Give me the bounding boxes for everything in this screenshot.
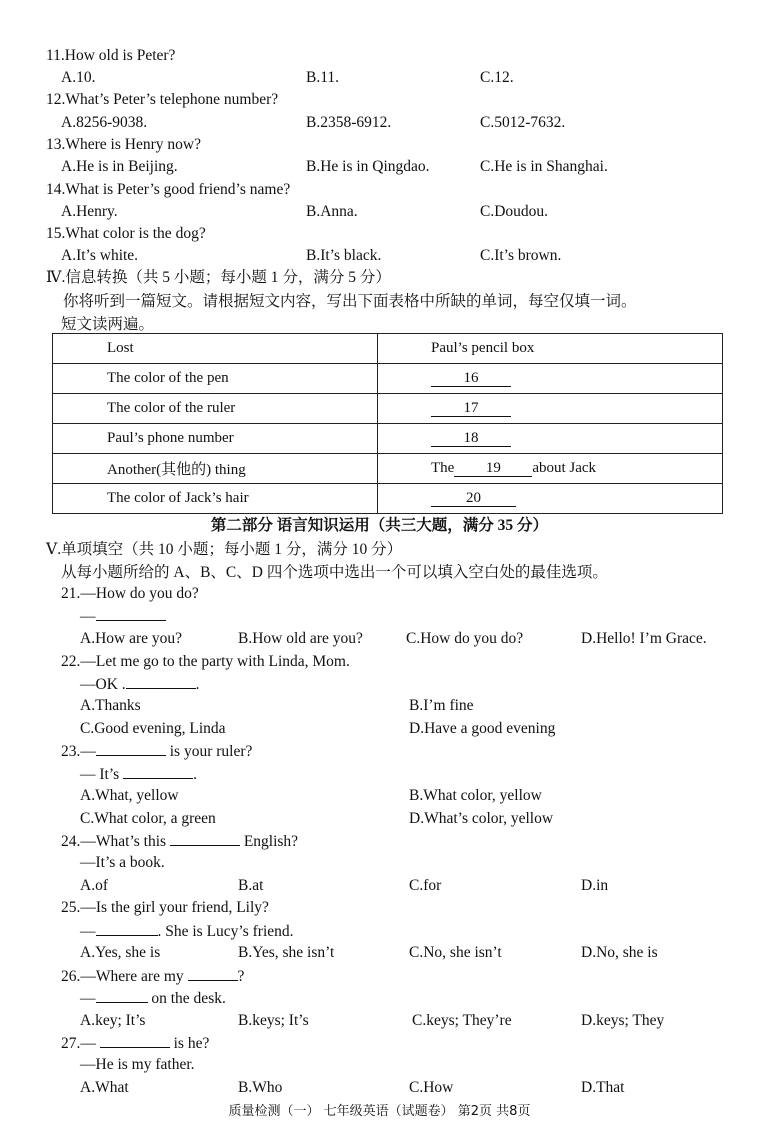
section-4-instruction: 你将听到一篇短文。请根据短文内容，写出下面表格中所缺的单词，每空仅填一词。: [63, 293, 637, 310]
question-23-reply: — It’s .: [80, 766, 197, 783]
answer-blank[interactable]: [100, 1033, 170, 1048]
question-24-stem: 24.—What’s this English?: [61, 833, 299, 850]
q11-option-b: B.11.: [306, 69, 340, 86]
q24-option-d: D.in: [581, 877, 609, 894]
q15-option-c: C.It’s brown.: [480, 247, 562, 264]
question-25-reply: — . She is Lucy’s friend.: [80, 923, 294, 940]
table-suffix: about Jack: [532, 460, 597, 476]
q15-option-a: A.It’s white.: [61, 247, 139, 264]
q15-option-b: B.It’s black.: [306, 247, 382, 264]
q12-option-c: C.5012-7632.: [480, 114, 566, 131]
q26-option-a: A.key; It’s: [80, 1012, 146, 1029]
answer-blank[interactable]: [96, 606, 166, 621]
answer-blank[interactable]: [96, 741, 166, 756]
table-label: Lost: [53, 334, 378, 364]
q13-option-b: B.He is in Qingdao.: [306, 158, 430, 175]
answer-blank[interactable]: [96, 921, 158, 936]
q14-option-b: B.Anna.: [306, 203, 358, 220]
q24-option-b: B.at: [238, 877, 264, 894]
q24-option-a: A.of: [80, 877, 108, 894]
section-5-instruction: 从每小题所给的 A、B、C、D 四个选项中选出一个可以填入空白处的最佳选项。: [61, 564, 608, 581]
table-label: Paul’s phone number: [53, 424, 378, 454]
q11-option-a: A.10.: [61, 69, 96, 86]
question-12-stem: 12.What’s Peter’s telephone number?: [46, 91, 279, 108]
q11-option-c: C.12.: [480, 69, 514, 86]
question-26-stem: 26.—Where are my ?: [61, 968, 245, 985]
q21-option-b: B.How old are you?: [238, 630, 363, 647]
q25-option-d: D.No, she is: [581, 944, 658, 961]
question-22-stem: 22.—Let me go to the party with Linda, Mom.: [61, 653, 350, 670]
q27-option-c: C.How: [409, 1079, 454, 1096]
question-24-reply: —It’s a book.: [80, 854, 165, 871]
page-footer: 质量检测（一） 七年级英语（试题卷） 第2页 共8页: [228, 1104, 531, 1119]
question-22-reply: —OK . .: [80, 676, 200, 693]
q23-option-b: B.What color, yellow: [409, 787, 542, 804]
table-label: Another(其他的) thing: [53, 454, 378, 484]
answer-blank-16[interactable]: 16: [431, 370, 511, 387]
section-4-instruction-2: 短文读两遍。: [61, 316, 155, 333]
q23-option-a: A.What, yellow: [80, 787, 179, 804]
q26-option-d: D.keys; They: [581, 1012, 665, 1029]
q22-option-c: C.Good evening, Linda: [80, 720, 226, 737]
table-row: [53, 394, 723, 424]
q23-option-d: D.What’s color, yellow: [409, 810, 554, 827]
answer-blank-17[interactable]: 17: [431, 400, 511, 417]
q21-option-a: A.How are you?: [80, 630, 183, 647]
q25-option-a: A.Yes, she is: [80, 944, 161, 961]
table-row: [53, 424, 723, 454]
question-21-stem: 21.—How do you do?: [61, 585, 199, 602]
question-27-stem: 27.— is he?: [61, 1035, 210, 1052]
q27-option-b: B.Who: [238, 1079, 283, 1096]
q21-option-d: D.Hello! I’m Grace.: [581, 630, 707, 647]
information-table: [52, 333, 723, 514]
table-value: Paul’s pencil box: [378, 334, 723, 364]
answer-blank-20[interactable]: 20: [431, 490, 516, 507]
question-13-stem: 13.Where is Henry now?: [46, 136, 201, 153]
q22-option-d: D.Have a good evening: [409, 720, 556, 737]
question-27-reply: —He is my father.: [80, 1056, 195, 1073]
q27-option-d: D.That: [581, 1079, 625, 1096]
q26-option-c: C.keys; They’re: [412, 1012, 512, 1029]
q22-option-a: A.Thanks: [80, 697, 141, 714]
section-5-heading: Ⅴ.单项填空（共 10 小题；每小题 1 分，满分 10 分）: [46, 541, 403, 558]
table-label: The color of the ruler: [53, 394, 378, 424]
table-prefix: The: [431, 460, 455, 476]
table-row: [53, 484, 723, 514]
answer-blank[interactable]: [126, 674, 196, 689]
question-14-stem: 14.What is Peter’s good friend’s name?: [46, 181, 291, 198]
q25-option-b: B.Yes, she isn’t: [238, 944, 335, 961]
part-2-heading: 第二部分 语言知识运用（共三大题，满分 35 分）: [210, 517, 549, 534]
table-label: The color of the pen: [53, 364, 378, 394]
table-row: [53, 334, 723, 364]
q27-option-a: A.What: [80, 1079, 129, 1096]
answer-blank[interactable]: [123, 764, 193, 779]
section-4-heading: Ⅳ.信息转换（共 5 小题；每小题 1 分，满分 5 分）: [46, 269, 391, 286]
question-25-stem: 25.—Is the girl your friend, Lily?: [61, 899, 269, 916]
table-row: [53, 364, 723, 394]
q13-option-c: C.He is in Shanghai.: [480, 158, 608, 175]
q14-option-c: C.Doudou.: [480, 203, 549, 220]
answer-blank[interactable]: [96, 988, 148, 1003]
question-11-stem: 11.How old is Peter?: [46, 47, 176, 64]
answer-blank-19[interactable]: 19: [454, 460, 532, 477]
q25-option-c: C.No, she isn’t: [409, 944, 502, 961]
q12-option-b: B.2358-6912.: [306, 114, 392, 131]
q22-option-b: B.I’m fine: [409, 697, 474, 714]
question-21-reply: —: [80, 606, 166, 627]
question-23-stem: 23.— is your ruler?: [61, 743, 253, 760]
table-row: [53, 454, 723, 484]
question-15-stem: 15.What color is the dog?: [46, 225, 206, 242]
answer-blank-18[interactable]: 18: [431, 430, 511, 447]
q14-option-a: A.Henry.: [61, 203, 118, 220]
q13-option-a: A.He is in Beijing.: [61, 158, 178, 175]
table-label: The color of Jack’s hair: [53, 484, 378, 514]
answer-blank[interactable]: [188, 966, 238, 981]
q12-option-a: A.8256-9038.: [61, 114, 148, 131]
q21-option-c: C.How do you do?: [406, 630, 524, 647]
question-26-reply: — on the desk.: [80, 990, 226, 1007]
q23-option-c: C.What color, a green: [80, 810, 216, 827]
q26-option-b: B.keys; It’s: [238, 1012, 309, 1029]
q24-option-c: C.for: [409, 877, 442, 894]
answer-blank[interactable]: [170, 831, 240, 846]
